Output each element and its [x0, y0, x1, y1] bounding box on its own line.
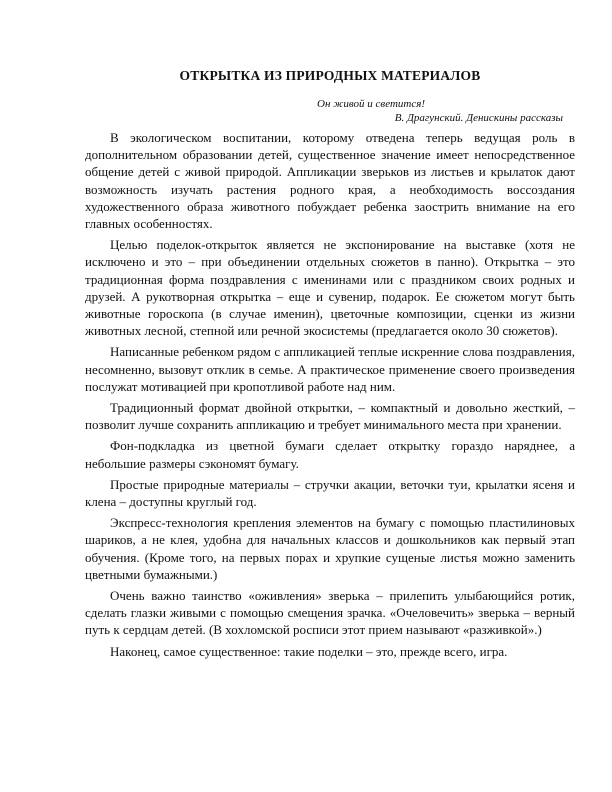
paragraph: Целью поделок-открыток является не экспонирование на выставке (хотя не исключено и это – при объединении отдельных сюжетов в панно). Открытка – это традиционная форма поздравления с именинами или с праздником своих родных и друзей. А рукотворная открытка – еще и сувенир, подарок. Ее сюжетом могут быть животные гороскопа (в случае именин), цветочные композиции, сценки из жизни животных лесной, степной или речной экосистемы (предлагается около 30 сюжетов). — [85, 237, 575, 339]
document-page — [85, 68, 575, 664]
epigraph-quote: Он живой и светится! — [317, 98, 425, 110]
paragraph: В экологическом воспитании, которому отведена теперь ведущая роль в дополнительном образовании детей, существенное значение имеет непосредственное общение детей с живой природой. Аппликации зверьков из листьев и крылаток дают возможность изучать растения родного края, а необходимость воссоздания художественного образа животного побуждает ребенка заострить внимание на его главных особенностях. — [85, 130, 575, 232]
paragraph: Фон-подкладка из цветной бумаги сделает открытку гораздо наряднее, а небольшие размеры сэкономят бумагу. — [85, 438, 575, 471]
paragraph: Экспресс-технология крепления элементов на бумагу с помощью пластилиновых шариков, а не клея, удобна для начальных классов и дошкольников как первый этап обучения. (Кроме того, на первых порах и хрупкие сущеные листья можно заменить цветными бумажными.) — [85, 515, 575, 582]
paragraph: Наконец, самое существенное: такие поделки – это, прежде всего, игра. — [110, 643, 508, 659]
document-title: ОТКРЫТКА ИЗ ПРИРОДНЫХ МАТЕРИАЛОВ — [179, 68, 481, 83]
paragraph: Очень важно таинство «оживления» зверька – прилепить улыбающийся ротик, сделать глазки живыми с помощью смещения зрачка. «Очеловечить» зверька – верный путь к сердцам детей. (В хохломской росписи этот прием называют «разживкой».) — [85, 588, 575, 638]
paragraph: Традиционный формат двойной открытки, – компактный и довольно жесткий, – позволит лучше сохранить аппликацию и требует минимального места при хранении. — [85, 400, 575, 433]
epigraph-author: В. Драгунский. Денискины рассказы — [394, 112, 563, 124]
paragraph: Написанные ребенком рядом с аппликацией теплые искренние слова поздравления, несомненно, вызовут отклик в семье. А практическое применение своего произведения послужат мотивацией при кропотливой работе над ним. — [85, 344, 575, 394]
epigraph — [85, 97, 575, 125]
paragraph: Простые природные материалы – стручки акации, веточки туи, крылатки ясеня и клена – доступны круглый год. — [85, 476, 575, 510]
